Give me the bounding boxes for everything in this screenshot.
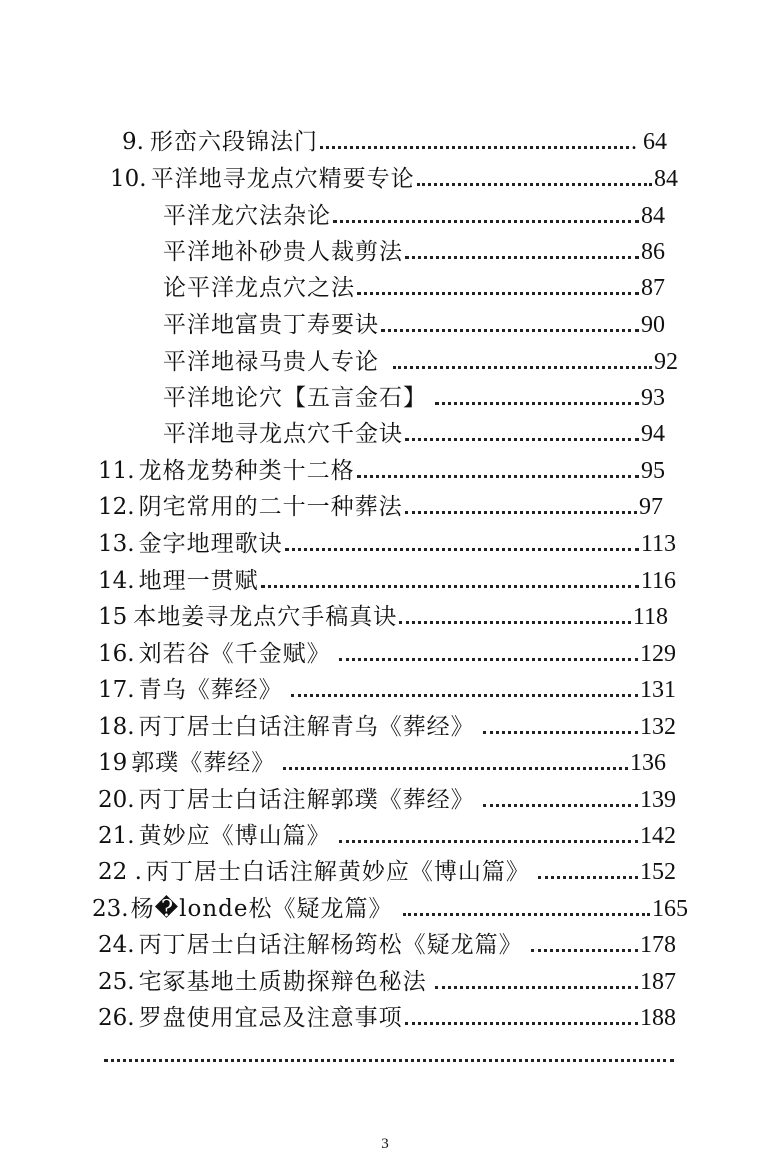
toc-entry bbox=[98, 996, 676, 1030]
toc-entry-number: 21. bbox=[98, 823, 135, 849]
dot-leader bbox=[435, 985, 638, 989]
toc-entry bbox=[98, 850, 676, 884]
dot-leader bbox=[399, 620, 631, 624]
dot-leader bbox=[381, 328, 639, 332]
toc-entry-title: 论平洋龙点穴之法 bbox=[163, 275, 355, 301]
dot-leader bbox=[483, 730, 638, 734]
toc-entry-title: 龙格龙势种类十二格 bbox=[138, 458, 355, 484]
dot-leader bbox=[357, 474, 639, 478]
dot-leader bbox=[538, 875, 638, 879]
dot-leader bbox=[417, 182, 652, 186]
toc-entry-page: 188 bbox=[640, 1005, 676, 1031]
toc-entry bbox=[98, 668, 676, 702]
toc-entry-title: 平洋地补砂贵人裁剪法 bbox=[163, 239, 403, 265]
dot-leader bbox=[104, 1058, 674, 1062]
dot-leader bbox=[291, 693, 638, 697]
toc-entry bbox=[98, 923, 676, 957]
toc-entry-page: 132 bbox=[640, 714, 676, 740]
dot-leader bbox=[405, 437, 639, 441]
toc-entry-title: 阴宅常用的二十一种葬法 bbox=[138, 494, 403, 520]
toc-entry-number: 19 bbox=[98, 750, 128, 776]
toc-entry-number: 25. bbox=[98, 969, 135, 995]
toc-entry-title: 平洋地富贵丁寿要诀 bbox=[163, 312, 379, 338]
toc-entry-number: 14. bbox=[98, 568, 135, 594]
toc-entry-title: 刘若谷《千金赋》 bbox=[138, 641, 331, 667]
dot-leader bbox=[405, 255, 639, 259]
toc-entry bbox=[98, 778, 676, 812]
toc-entry-number: 20. bbox=[98, 787, 135, 813]
toc-entry-page: 90 bbox=[641, 312, 665, 338]
toc-entry-page: 116 bbox=[640, 568, 676, 594]
toc-entry bbox=[98, 814, 676, 848]
dot-leader bbox=[435, 401, 639, 405]
toc-entry-page: 94 bbox=[641, 421, 665, 447]
toc-entry-page: 118 bbox=[632, 604, 668, 630]
toc-entry bbox=[163, 303, 665, 337]
toc-entry-page: 95 bbox=[641, 458, 665, 484]
toc-entry-number: 24. bbox=[98, 932, 135, 958]
toc-entry-title: 丙丁居士白话注解青乌《葬经》 bbox=[138, 714, 475, 740]
toc-entry bbox=[163, 376, 665, 410]
dot-leader bbox=[405, 510, 637, 514]
toc-entry bbox=[98, 705, 676, 739]
toc-entry bbox=[92, 887, 688, 921]
toc-entry-title: 郭璞《葬经》 bbox=[131, 750, 276, 776]
toc-entry-page: 93 bbox=[641, 385, 665, 411]
toc-entry bbox=[98, 522, 676, 556]
toc-entry bbox=[98, 559, 676, 593]
toc-entry-title: 金字地理歌诀 bbox=[138, 531, 283, 557]
dot-leader bbox=[393, 365, 652, 369]
toc-entry-page: 136 bbox=[630, 750, 666, 776]
toc-entry-page: . 64 bbox=[631, 129, 667, 155]
toc-entry bbox=[98, 595, 668, 629]
toc-entry-title: 平洋地论穴【五言金石】 bbox=[163, 385, 427, 411]
dot-leader bbox=[339, 839, 638, 843]
toc-entry-title: 丙丁居士白话注解郭璞《葬经》 bbox=[138, 787, 475, 813]
dot-leader bbox=[339, 657, 638, 661]
toc-entry-page: 131 bbox=[640, 677, 676, 703]
toc-entry bbox=[163, 230, 665, 264]
toc-entry bbox=[163, 340, 678, 374]
toc-entry-title: 杨�londe松《疑龙篇》 bbox=[130, 896, 393, 922]
toc-entry bbox=[110, 157, 678, 191]
toc-entry-number: 26. bbox=[98, 1005, 135, 1031]
toc-entry-page: 152 bbox=[640, 859, 676, 885]
toc-entry-page: 92 bbox=[654, 349, 678, 375]
toc-entry-page: 84 bbox=[654, 166, 678, 192]
toc-entry-title: 宅冢基地土质勘探辩色秘法 bbox=[138, 969, 427, 995]
toc-entry-title: 青乌《葬经》 bbox=[138, 677, 283, 703]
toc-entry-page: 178 bbox=[640, 932, 676, 958]
toc-entry-number: 10. bbox=[110, 166, 147, 192]
toc-entry bbox=[98, 449, 665, 483]
dot-leader bbox=[333, 219, 639, 223]
dot-leader bbox=[261, 584, 639, 588]
toc-entry bbox=[98, 960, 676, 994]
toc-entry-title: 丙丁居士白话注解杨筠松《疑龙篇》 bbox=[138, 932, 523, 958]
toc-entry-title: 平洋地禄马贵人专论 bbox=[163, 349, 379, 375]
toc-entry-title: 地理一贯赋 bbox=[138, 568, 259, 594]
toc-entry-number: 9. bbox=[122, 129, 144, 155]
toc-entry-page: 113 bbox=[640, 531, 676, 557]
dot-leader bbox=[403, 912, 650, 916]
toc-entry bbox=[163, 194, 665, 228]
toc-entry-title: 形峦六段锦法门 bbox=[149, 129, 318, 155]
toc-entry-number: 15 bbox=[98, 604, 128, 630]
toc-entry-page: 87 bbox=[641, 275, 665, 301]
toc-entry-page: 165 bbox=[652, 896, 688, 922]
dot-leader bbox=[483, 803, 638, 807]
toc-entry-title: 本地姜寻龙点穴手稿真诀 bbox=[133, 604, 398, 630]
toc-entry-title: 平洋地寻龙点穴千金诀 bbox=[163, 421, 403, 447]
toc-entry bbox=[98, 485, 663, 519]
toc-entry-number: 11. bbox=[98, 458, 135, 484]
dot-leader bbox=[320, 145, 629, 149]
toc-entry-page: 86 bbox=[641, 239, 665, 265]
toc-entry-page: 129 bbox=[640, 641, 676, 667]
toc-entry-number: 18. bbox=[98, 714, 135, 740]
toc-entry bbox=[98, 741, 666, 775]
toc-entry-number: 16. bbox=[98, 641, 135, 667]
toc-entry-number: 23. bbox=[92, 896, 129, 922]
dot-leader bbox=[531, 948, 638, 952]
toc-entry-page: 84 bbox=[641, 203, 665, 229]
toc-entry-title: 丙丁居士白话注解黄妙应《博山篇》 bbox=[145, 859, 530, 885]
toc-entry-title: 黄妙应《博山篇》 bbox=[138, 823, 331, 849]
toc-entry bbox=[98, 632, 676, 666]
dot-leader bbox=[405, 1021, 638, 1025]
toc-entry-title: 平洋地寻龙点穴精要专论 bbox=[150, 166, 415, 192]
toc-entry-page: 139 bbox=[640, 787, 676, 813]
dot-leader bbox=[357, 291, 639, 295]
toc-entry-page: 142 bbox=[640, 823, 676, 849]
page-number: 3 bbox=[381, 1136, 389, 1152]
toc-entry-title: 平洋龙穴法杂论 bbox=[163, 203, 331, 229]
toc-entry-number: 22 . bbox=[98, 859, 142, 885]
dot-leader bbox=[285, 547, 639, 551]
toc-entry bbox=[163, 266, 665, 300]
toc-entry-number: 13. bbox=[98, 531, 135, 557]
toc-entry-page: 187 bbox=[640, 969, 676, 995]
dot-leader bbox=[283, 766, 628, 770]
toc-entry-number: 12. bbox=[98, 494, 135, 520]
toc-entry bbox=[98, 1033, 676, 1067]
toc-entry-number: 17. bbox=[98, 677, 135, 703]
toc-entry bbox=[163, 412, 665, 446]
toc-entry-page: 97 bbox=[639, 494, 663, 520]
toc-entry-title: 罗盘使用宜忌及注意事项 bbox=[138, 1005, 403, 1031]
toc-entry bbox=[122, 120, 667, 154]
